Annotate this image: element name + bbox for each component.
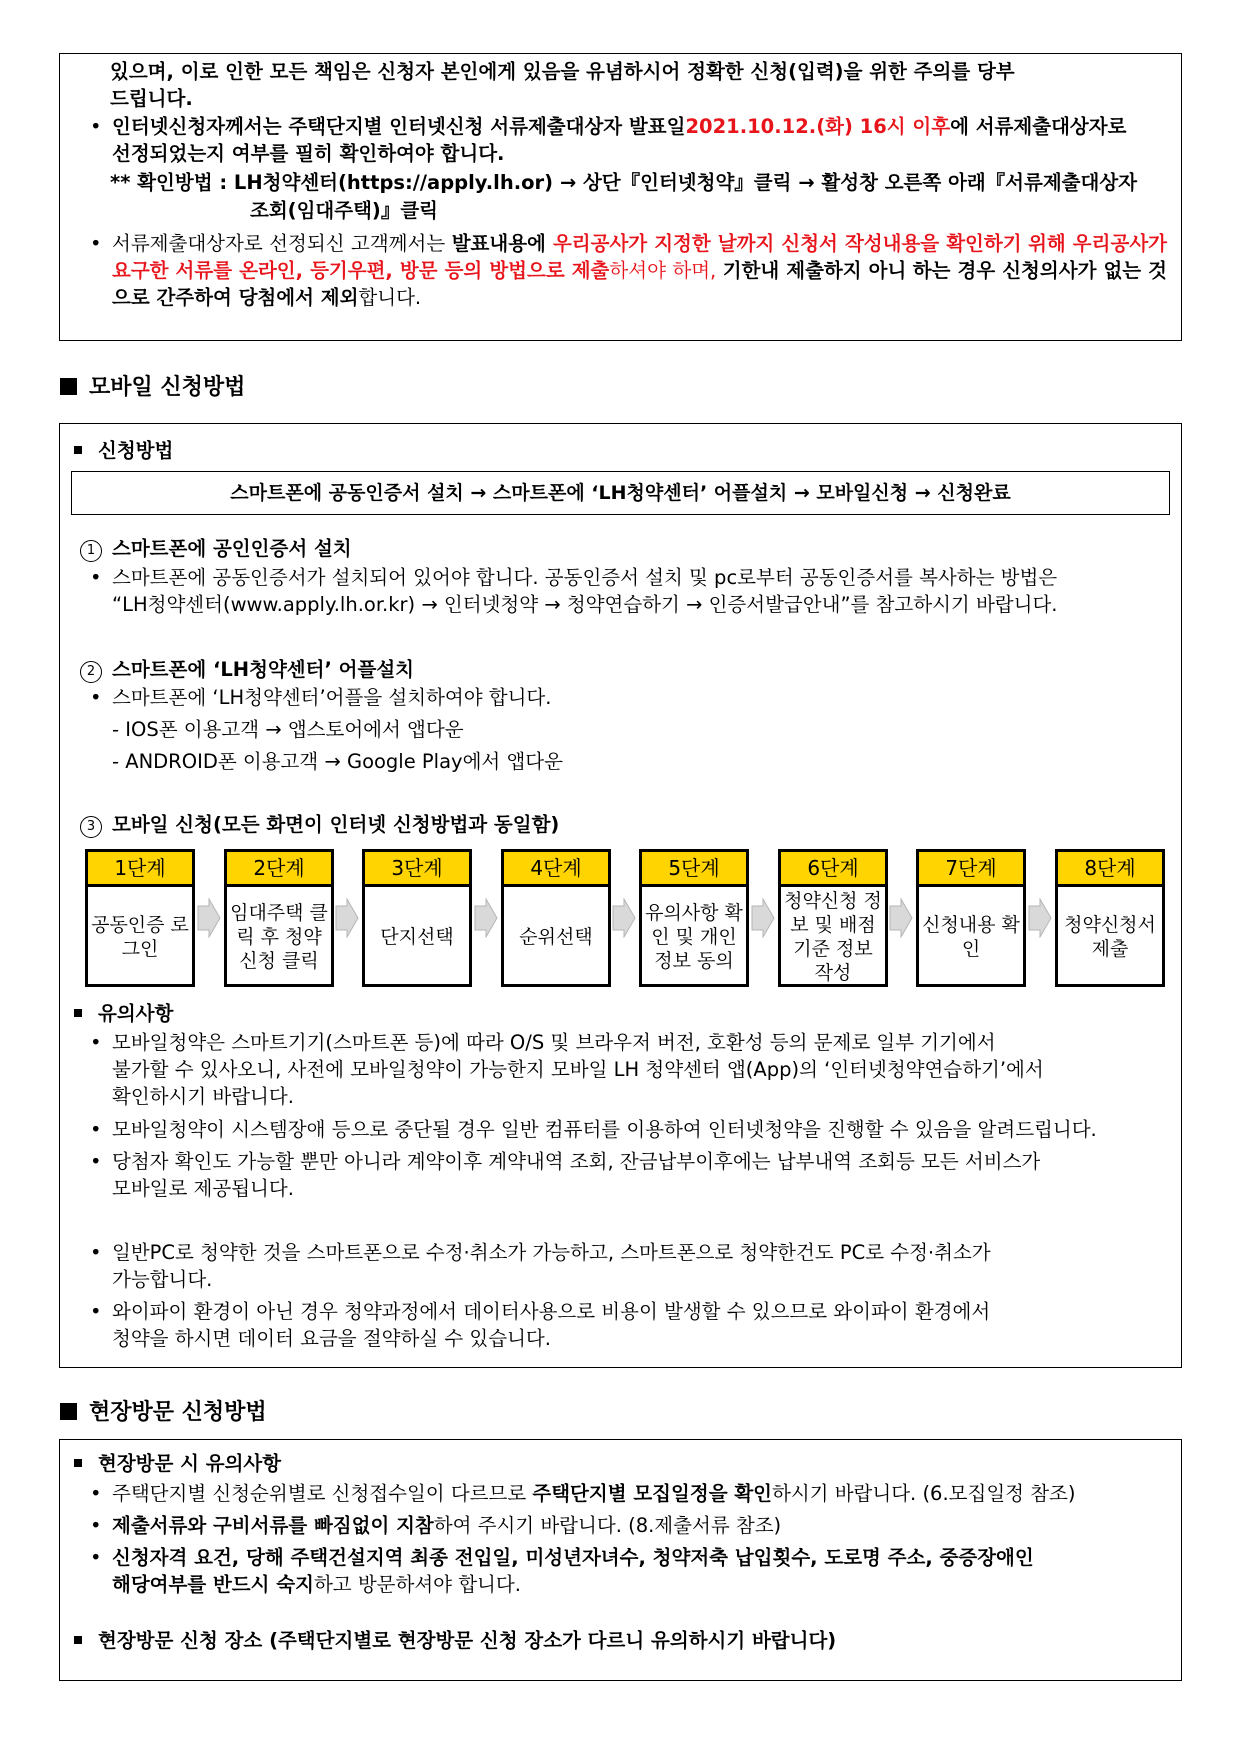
visit-place-title: 현장방문 신청 장소 (주택단지별로 현장방문 신청 장소가 다르니 유의하시기 바랍니다) [74,1627,836,1654]
circle-number-icon: 3 [80,816,102,838]
visit-notes-title: 현장방문 시 유의사항 [74,1450,281,1477]
small-square-icon [74,1459,82,1467]
step-arrow-icon [335,898,359,938]
ios-line: - IOS폰 이용고객 → 앱스토어에서 앱다운 [112,718,464,741]
step-text: 순위선택 [519,926,593,948]
bullet-icon: • [90,686,102,709]
note-item: • 일반PC로 청약한 것을 스마트폰으로 수정·취소가 가능하고, 스마트폰으로 청약한건도 PC로 수정·취소가 가능합니다. [90,1241,991,1291]
visit-note: • 신청자격 요건, 당해 주택건설지역 최종 전입일, 미성년자녀수, 청약저축 납입횟수, 도로명 주소, 중증장애인 해당여부를 반드시 숙지하고 방문하셔야 합니다. [90,1546,1034,1596]
small-square-icon [74,1636,82,1644]
note-item: • 와이파이 환경이 아닌 경우 청약과정에서 데이터사용으로 비용이 발생할 수 있으므로 와이파이 환경에서 청약을 하시면 데이터 요금을 절약하실 수 있습니다. [90,1300,991,1350]
step-text: 단지선택 [380,926,454,948]
step3-title: 3 모바일 신청(모든 화면이 인터넷 신청방법과 동일함) [80,811,559,838]
bullet-icon: • [90,1150,102,1173]
step-arrow-icon [612,898,636,938]
confirm-method: ** 확인방법 : LH청약센터(https://apply.lh.or) → 상단『인터넷청약』클릭 → 활성창 오른쪽 아래『서류제출대상자 [110,171,1138,194]
step-text: 청약신청 정보 및 배점기준 정보 작성 [784,890,882,984]
mobile-box [59,423,1182,1368]
bullet-icon: • [90,1031,102,1054]
bullet-icon: • [90,1118,102,1141]
step-card [85,849,195,987]
step-label: 5단계 [642,852,746,887]
step2-desc: • 스마트폰에 ‘LH청약센터’어플을 설치하여야 합니다. [90,686,552,709]
step-card [639,849,749,987]
square-bullet-icon [60,378,77,395]
bullet-icon: • [90,1546,102,1569]
step-card [916,849,1026,987]
small-square-icon [74,1009,82,1017]
note-item: • 당첨자 확인도 가능할 뿐만 아니라 계약이후 계약내역 조회, 잔금납부이후에는 납부내역 조회등 모든 서비스가 모바일로 제공됩니다. [90,1150,1041,1200]
bullet-icon: • [90,1300,102,1323]
step-label: 2단계 [227,852,331,887]
step-arrow-icon [889,898,913,938]
step-arrow-icon [751,898,775,938]
step-label: 6단계 [781,852,885,887]
bullet-icon: • [90,1482,102,1505]
android-line: - ANDROID폰 이용고객 → Google Play에서 앱다운 [112,750,563,773]
step-text: 공동인증 로그인 [91,914,189,960]
step2-title: 2 스마트폰에 ‘LH청약센터’ 어플설치 [80,656,414,683]
step-card [501,849,611,987]
step-arrow-icon [1028,898,1052,938]
section-title-visit: 현장방문 신청방법 [60,1398,267,1428]
step-card [224,849,334,987]
step-label: 8단계 [1058,852,1162,887]
note-item: • 모바일청약은 스마트기기(스마트폰 등)에 따라 O/S 및 브라우저 버전, 호환성 등의 문제로 일부 기기에서 불가할 수 있사오니, 사전에 모바일청약이 가능한지 모바일 LH 청약센터 앱(App)의 ‘인터넷청약연습하기’에서 확인하시기 바랍니다. [90,1031,1044,1108]
bullet-icon: • [90,1241,102,1264]
circle-number-icon: 1 [80,540,102,562]
step-card [778,849,888,987]
bullet-icon: • [90,566,102,589]
circle-number-icon: 2 [80,661,102,683]
method-title: 신청방법 [74,437,173,464]
step-label: 4단계 [504,852,608,887]
step-arrow-icon [197,898,221,938]
step-text: 임대주택 클릭 후 청약신청 클릭 [230,902,328,972]
step-label: 1단계 [88,852,192,887]
step1-desc: • 스마트폰에 공동인증서가 설치되어 있어야 합니다. 공동인증서 설치 및 pc로부터 공동인증서를 복사하는 방법은 “LH청약센터(www.apply.lh.or.kr) → 인터넷청약 → 청약연습하기 → 인증서발급안내”를 참고하시기 바랍니다. [90,566,1058,616]
step-card [362,849,472,987]
small-square-icon [74,446,82,454]
step-text: 신청내용 확인 [922,914,1020,960]
step-label: 3단계 [365,852,469,887]
notice-box-top [59,53,1182,341]
step-card [1055,849,1165,987]
step-text: 유의사항 확인 및 개인정보 동의 [645,902,743,972]
visit-box [59,1439,1182,1681]
step-text: 청약신청서 제출 [1064,914,1156,960]
notice-bullet: • 서류제출대상자로 선정되신 고객께서는 발표내용에 우리공사가 지정한 날까지 신청서 작성내용을 확인하기 위해 우리공사가 요구한 서류를 온라인, 등기우편, 방문 등의 방법으로 제출하셔야 하며, 기한내 제출하지 아니 하는 경우 신청의사가 없는 것으로 간주하여 당첨에서 제외합니다. [90,232,1168,309]
step1-title: 1 스마트폰에 공인인증서 설치 [80,535,352,562]
confirm-method: 조회(임대주택)』클릭 [250,199,439,222]
notice-bullet: • 인터넷신청자께서는 주택단지별 인터넷신청 서류제출대상자 발표일2021.10.12.(화) 16시 이후에 서류제출대상자로 선정되었는지 여부를 필히 확인하여야 합니다. [90,115,1127,165]
visit-note: • 제출서류와 구비서류를 빠짐없이 지참하여 주시기 바랍니다. (8.제출서류 참조) [90,1514,782,1537]
bullet-icon: • [90,1514,102,1537]
notice-line: 있으며, 이로 인한 모든 책임은 신청자 본인에게 있음을 유념하시어 정확한 신청(입력)을 위한 주의를 당부 [110,60,1015,83]
visit-note: • 주택단지별 신청순위별로 신청접수일이 다르므로 주택단지별 모집일정을 확인하시기 바랍니다. (6.모집일정 참조) [90,1482,1076,1505]
square-bullet-icon [60,1403,77,1420]
step-arrow-icon [474,898,498,938]
step-label: 7단계 [919,852,1023,887]
bullet-icon: • [90,115,102,138]
note-item: • 모바일청약이 시스템장애 등으로 중단될 경우 일반 컴퓨터를 이용하여 인터넷청약을 진행할 수 있음을 알려드립니다. [90,1118,1097,1141]
notes-title: 유의사항 [74,1000,173,1027]
notice-line: 드립니다. [110,87,193,110]
bullet-icon: • [90,232,102,255]
section-title-mobile: 모바일 신청방법 [60,373,245,403]
flow-summary: 스마트폰에 공동인증서 설치 → 스마트폰에 ‘LH청약센터’ 어플설치 → 모바일신청 → 신청완료 [71,471,1170,515]
